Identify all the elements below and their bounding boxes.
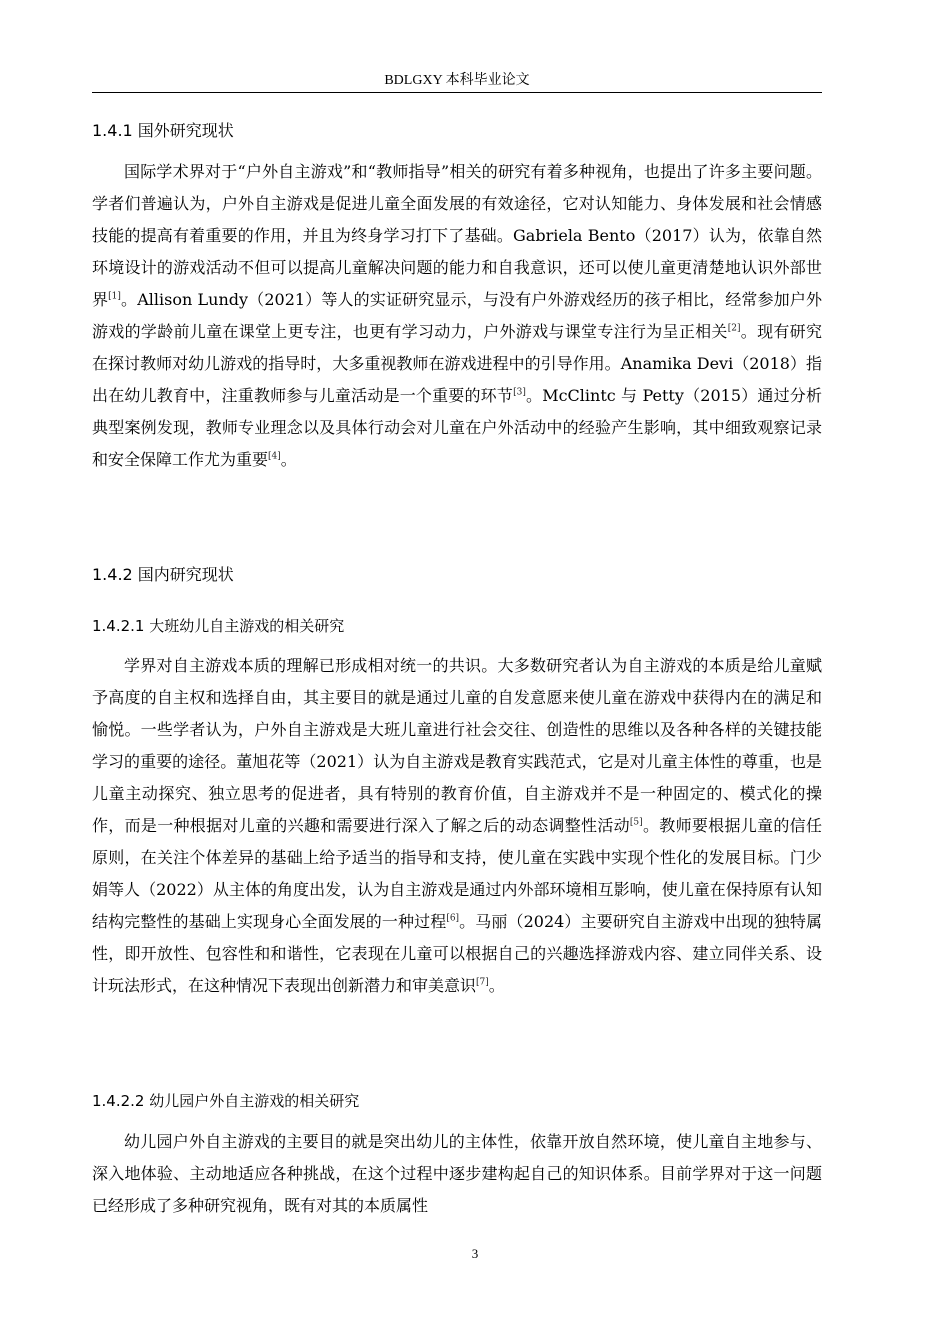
paragraph-text: 。McClintc 与 Petty（2015）通过分析典型案例发现，教师专业理念以及具体行动会对儿童在户外活动中的经验产生影响，其中细致观察记录和安全保障工作尤为重要 [92,386,822,469]
citation-5: [5] [629,817,643,828]
citation-3: [3] [513,387,526,398]
citation-7: [7] [476,977,489,988]
paragraph-text: 。 [488,976,505,995]
paragraph-text: 。现有研究在探讨教师对幼儿游戏的指导时，大多重视教师在游戏进程中的引导作用。Anamika Devi（2018）指出在幼儿教育中，注重教师参与儿童活动是一个重要的环节 [92,322,822,405]
section-heading-1-4-2-2: 1.4.2.2 幼儿园户外自主游戏的相关研究 [92,1092,360,1110]
citation-6: [6] [446,913,460,924]
paragraph-outdoor-play: 幼儿园户外自主游戏的主要目的就是突出幼儿的主体性，依靠开放自然环境，使儿童自主地参与、深入地体验、主动地适应各种挑战，在这个过程中逐步建构起自己的知识体系。目前学界对于这一问题已经形成了多种研究视角，既有对其的本质属性 [92,1132,822,1215]
running-header: BDLGXY 本科毕业论文 [384,73,530,88]
paragraph-text: 。马丽（2024）主要研究自主游戏中出现的独特属性，即开放性、包容性和和谐性，它表现在儿童可以根据自己的兴趣选择游戏内容、建立同伴关系、设计玩法形式，在这种情况下表现出创新潜力和审美意识 [92,912,822,995]
paragraph-text: 学界对自主游戏本质的理解已形成相对统一的共识。大多数研究者认为自主游戏的本质是给儿童赋予高度的自主权和选择自由，其主要目的就是通过儿童的自发意愿来使儿童在游戏中获得内在的满足和愉悦。一些学者认为，户外自主游戏是大班儿童进行社会交往、创造性的思维以及各种各样的关键技能学习的重要的途径。董旭花等（2021）认为自主游戏是教育实践范式，它是对儿童主体性的尊重，也是儿童主动探究、独立思考的促进者，具有特别的教育价值，自主游戏并不是一种固定的、模式化的操作，而是一种根据对儿童的兴趣和需要进行深入了解之后的动态调整性活动 [92,656,822,835]
citation-1: [1] [108,291,121,302]
section-heading-1-4-1: 1.4.1 国外研究现状 [92,121,234,140]
paragraph-text: 。Allison Lundy（2021）等人的实证研究显示，与没有户外游戏经历的孩子相比，经常参加户外游戏的学龄前儿童在课堂上更专注，也更有学习动力，户外游戏与课堂专注行为呈正相关 [92,290,822,341]
paragraph-text: 。 [280,450,297,469]
citation-2: [2] [727,323,741,334]
header-rule [92,92,822,93]
paragraph-autonomous-play [92,650,822,1002]
citation-4: [4] [268,451,281,462]
page-number: 3 [471,1246,479,1261]
paragraph-text: 。教师要根据儿童的信任原则，在关注个体差异的基础上给予适当的指导和支持，使儿童在实践中实现个性化的发展目标。门少娟等人（2022）从主体的角度出发，认为自主游戏是通过内外部环境相互影响，使儿童在保持原有认知结构完整性的基础上实现身心全面发展的一种过程 [92,816,822,931]
paragraph-text: 国际学术界对于“户外自主游戏”和“教师指导”相关的研究有着多种视角，也提出了许多主要问题。学者们普遍认为，户外自主游戏是促进儿童全面发展的有效途径，它对认知能力、身体发展和社会情感技能的提高有着重要的作用，并且为终身学习打下了基础。Gabriela Bento（2017）认为，依靠自然环境设计的游戏活动不但可以提高儿童解决问题的能力和自我意识，还可以使儿童更清楚地认识外部世界 [92,162,822,309]
paragraph-foreign-research [92,156,822,476]
section-heading-1-4-2-1: 1.4.2.1 大班幼儿自主游戏的相关研究 [92,617,345,635]
section-heading-1-4-2: 1.4.2 国内研究现状 [92,565,234,584]
